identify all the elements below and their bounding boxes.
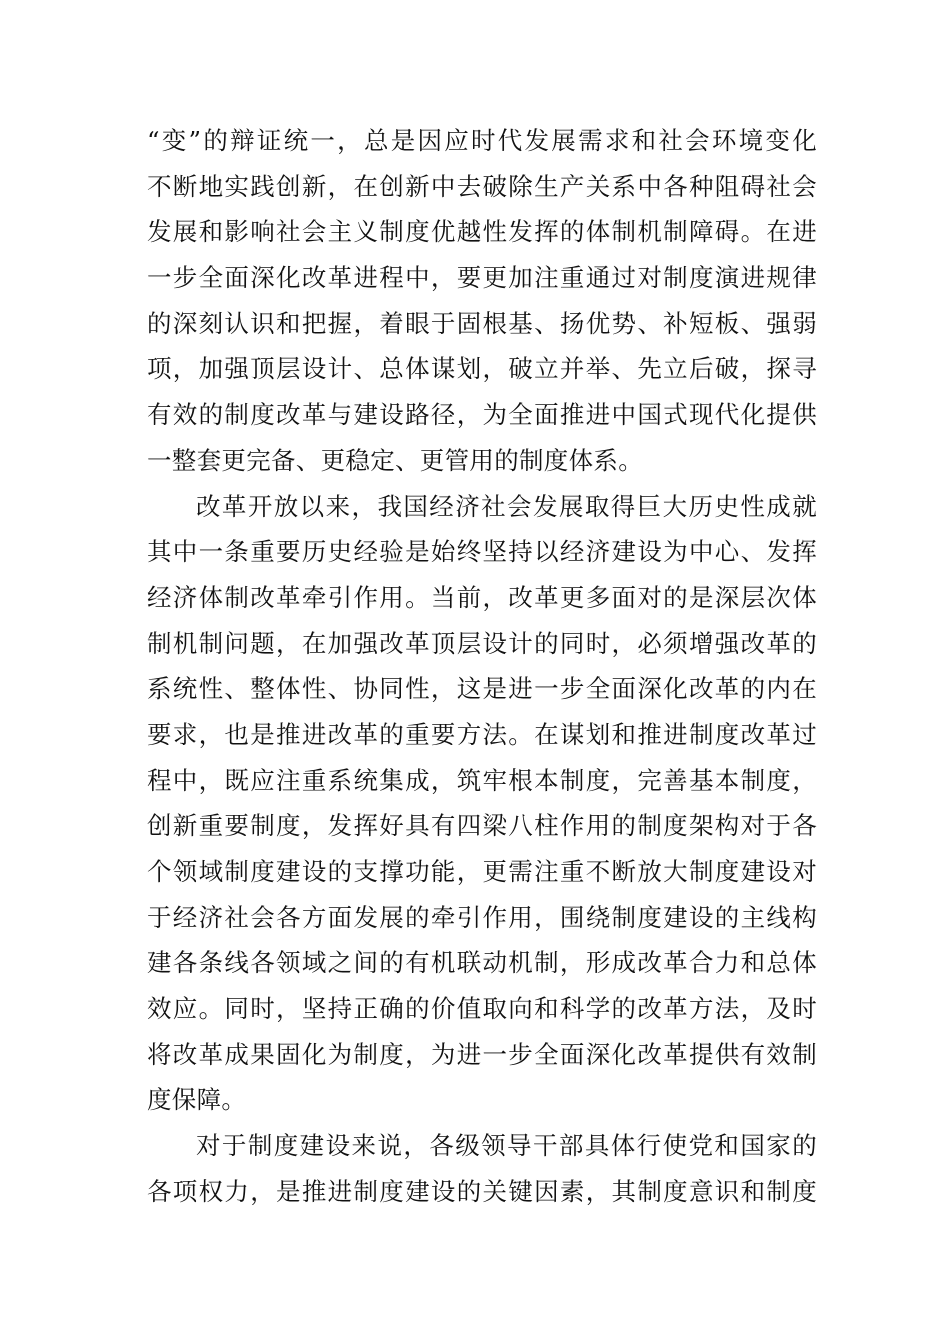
paragraph-3	[147, 1123, 817, 1214]
text-line: 的深刻认识和把握，着眼于固根基、扬优势、补短板、强弱	[147, 308, 817, 338]
text-line: “变”的辩证统一，总是因应时代发展需求和社会环境变化	[147, 126, 817, 155]
text-line: 经济体制改革牵引作用。当前，改革更多面对的是深层次体	[147, 582, 817, 612]
text-line: 要求，也是推进改革的重要方法。在谋划和推进制度改革过	[147, 719, 817, 749]
text-line: 于经济社会各方面发展的牵引作用，围绕制度建设的主线构	[147, 902, 817, 932]
text-line: 一整套更完备、更稳定、更管用的制度体系。	[147, 445, 643, 475]
text-line: 效应。同时，坚持正确的价值取向和科学的改革方法，及时	[147, 994, 817, 1024]
text-line: 不断地实践创新，在创新中去破除生产关系中各种阻碍社会	[147, 171, 817, 201]
text-line: 创新重要制度，发挥好具有四梁八柱作用的制度架构对于各	[147, 811, 817, 841]
text-line: 度保障。	[147, 1085, 247, 1115]
text-line: 制机制问题，在加强改革顶层设计的同时，必须增强改革的	[147, 628, 817, 658]
text-line: 发展和影响社会主义制度优越性发挥的体制机制障碍。在进	[147, 217, 817, 247]
text-line: 各项权力，是推进制度建设的关键因素，其制度意识和制度	[147, 1176, 817, 1206]
paragraph-1	[147, 118, 817, 484]
document-body	[147, 118, 817, 1215]
text-line: 有效的制度改革与建设路径，为全面推进中国式现代化提供	[147, 400, 817, 430]
text-line: 其中一条重要历史经验是始终坚持以经济建设为中心、发挥	[147, 537, 817, 567]
text-line: 对于制度建设来说，各级领导干部具体行使党和国家的	[196, 1131, 817, 1161]
text-line: 一步全面深化改革进程中，要更加注重通过对制度演进规律	[147, 263, 817, 293]
paragraph-2	[147, 484, 817, 1124]
text-line: 程中，既应注重系统集成，筑牢根本制度，完善基本制度，	[147, 765, 817, 795]
text-line: 个领域制度建设的支撑功能，更需注重不断放大制度建设对	[147, 857, 817, 886]
text-line: 系统性、整体性、协同性，这是进一步全面深化改革的内在	[147, 674, 817, 704]
text-line: 建各条线各领域之间的有机联动机制，形成改革合力和总体	[147, 948, 817, 978]
text-line: 项，加强顶层设计、总体谋划，破立并举、先立后破，探寻	[147, 354, 817, 384]
text-line: 将改革成果固化为制度，为进一步全面深化改革提供有效制	[147, 1039, 817, 1069]
text-line: 改革开放以来，我国经济社会发展取得巨大历史性成就	[196, 491, 817, 521]
